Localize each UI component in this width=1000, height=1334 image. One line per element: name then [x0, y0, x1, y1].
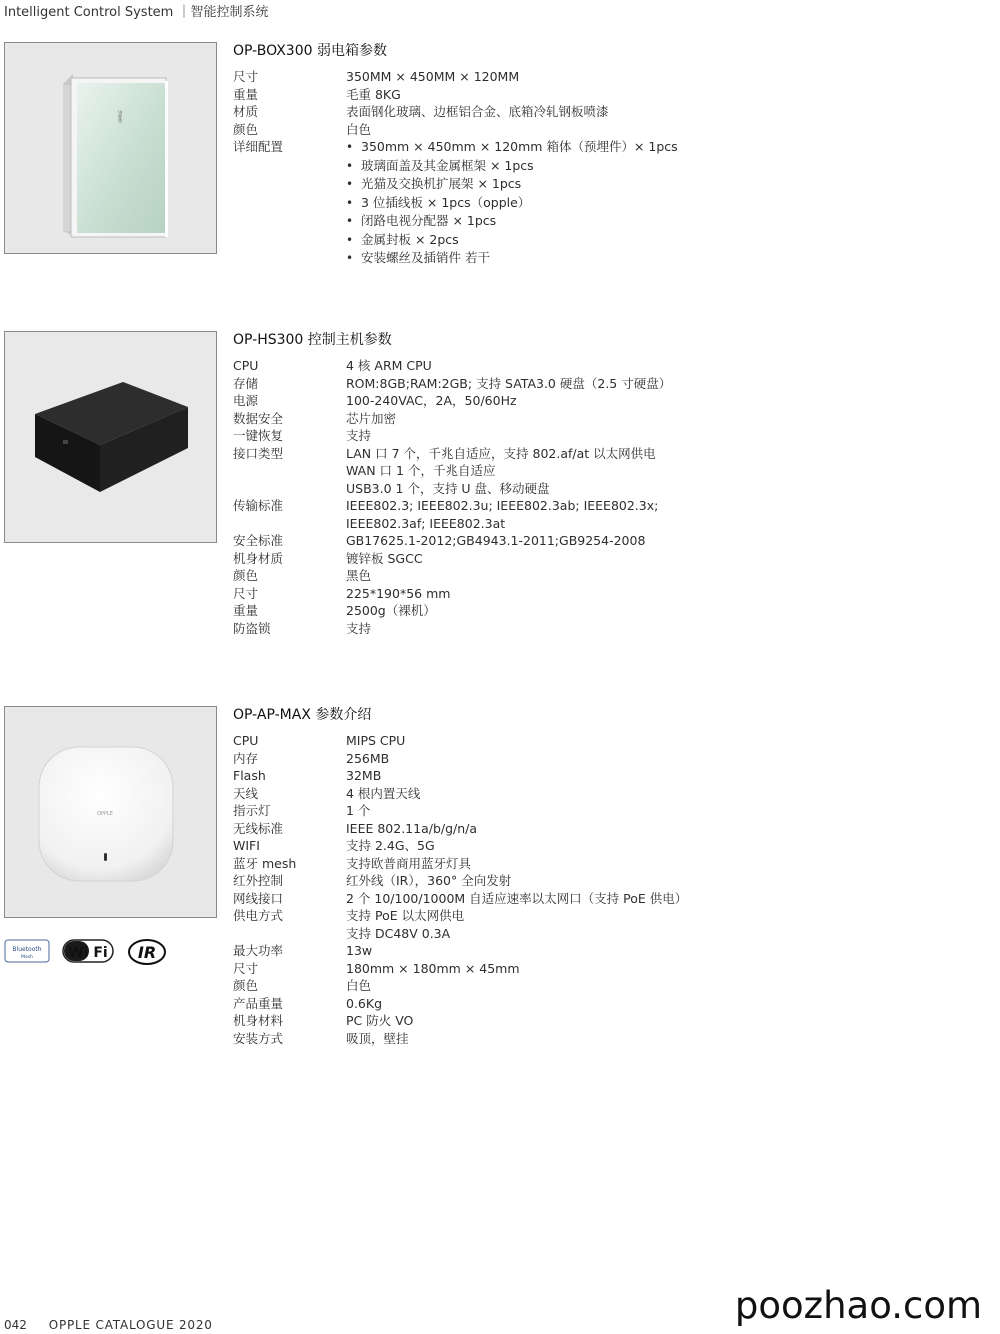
bluetooth-mesh-logo [5, 940, 49, 962]
page-header: Intelligent Control System ｜智能控制系统 [4, 5, 269, 20]
spec-row [233, 1012, 687, 1030]
spec-label: 内存 [233, 750, 259, 766]
spec-row [233, 410, 671, 428]
spec-label: 数据安全 [233, 410, 284, 426]
spec-value: 13w [346, 943, 373, 958]
spec-value: 350MM × 450MM × 120MM [346, 69, 520, 84]
spec-label: CPU [233, 733, 259, 748]
spec-value: 毛重 8KG [346, 86, 401, 102]
spec-label: 存储 [233, 375, 259, 391]
access-point-illustration [5, 707, 216, 917]
spec-label [233, 925, 346, 943]
spec-label: 重量 [233, 603, 259, 618]
spec-value: 白色 [346, 978, 372, 993]
spec-row [233, 68, 678, 86]
page-footer [4, 1318, 213, 1332]
spec-row [233, 462, 671, 480]
spec-label: 颜色 [233, 568, 259, 583]
spec-label: 重量 [233, 86, 259, 102]
spec-label: WIFI [233, 838, 260, 853]
spec-row [233, 550, 671, 568]
spec-row [233, 103, 678, 121]
spec-label: 传输标准 [233, 498, 284, 513]
apmax-product-image [4, 706, 217, 918]
spec-label: 防盗锁 [233, 620, 271, 636]
spec-value: IEEE802.3; IEEE802.3u; IEEE802.3ab; IEEE802.3x; [346, 498, 659, 513]
spec-value: IEEE 802.11a/b/g/n/a [346, 820, 478, 836]
spec-label: 安装方式 [233, 1030, 284, 1046]
spec-value: 4 核 ARM CPU [346, 358, 432, 373]
spec-row [233, 138, 678, 157]
spec-row [233, 750, 687, 768]
spec-label: 机身材料 [233, 1013, 284, 1028]
spec-value: • 玻璃面盖及其金属框架 × 1pcs [346, 157, 534, 176]
spec-value: 支持 2.4G、5G [346, 838, 435, 853]
spec-value: • 3 位插线板 × 1pcs（opple） [346, 194, 530, 213]
spec-label: 无线标准 [233, 820, 284, 836]
spec-row [233, 515, 671, 533]
spec-label: 安全标准 [233, 533, 284, 548]
spec-value: 吸顶，壁挂 [346, 1030, 409, 1046]
spec-label: 尺寸 [233, 960, 259, 976]
spec-value: 支持 DC48V 0.3A [346, 925, 451, 941]
spec-label: 指示灯 [233, 803, 271, 818]
spec-value: 白色 [346, 121, 372, 137]
spec-label: 红外控制 [233, 873, 284, 888]
spec-value: 支持 [346, 428, 372, 443]
spec-value: USB3.0 1 个，支持 U 盘、移动硬盘 [346, 480, 550, 496]
spec-label [233, 515, 346, 533]
spec-row [233, 942, 687, 960]
box300-product-image [4, 42, 217, 254]
spec-row [233, 157, 678, 176]
spec-value: 2500g（裸机） [346, 603, 436, 618]
infrared-logo [129, 940, 165, 964]
spec-label: 最大功率 [233, 943, 284, 958]
spec-row [233, 820, 687, 838]
spec-label: 电源 [233, 393, 259, 408]
spec-value: • 350mm × 450mm × 120mm 箱体（预埋件）× 1pcs [346, 138, 678, 157]
spec-value: • 光猫及交换机扩展架 × 1pcs [346, 175, 521, 194]
spec-value: 镀锌板 SGCC [346, 550, 423, 566]
spec-row [233, 960, 687, 978]
spec-label: 一键恢复 [233, 428, 284, 443]
spec-row [233, 995, 687, 1013]
site-watermark: poozhao.com [734, 1284, 982, 1327]
spec-row [233, 427, 671, 445]
svg-text:Mesh: Mesh [21, 955, 33, 960]
spec-row [233, 567, 671, 585]
spec-label: 材质 [233, 104, 259, 119]
spec-row [233, 86, 678, 104]
spec-row [233, 585, 671, 603]
spec-row [233, 602, 671, 620]
spec-label [233, 462, 346, 480]
spec-row [233, 497, 671, 515]
spec-value: 32MB [346, 768, 382, 783]
spec-row [233, 855, 687, 873]
svg-text:IR: IR [137, 943, 157, 962]
spec-value: 红外线（IR），360° 全向发射 [346, 873, 512, 888]
svg-text:OPPLE: OPPLE [118, 110, 123, 123]
wifi-logo [63, 940, 113, 962]
spec-row [233, 375, 671, 393]
spec-row [233, 907, 687, 925]
spec-label [233, 157, 346, 176]
spec-value: 支持欧普商用蓝牙灯具 [346, 855, 472, 871]
spec-value: LAN 口 7 个，千兆自适应，支持 802.af/at 以太网供电 [346, 445, 656, 461]
spec-value: 256MB [346, 750, 390, 766]
hs300-title: OP-HS300 控制主机参数 [233, 332, 392, 348]
feature-logos [4, 937, 174, 967]
spec-value: 225*190*56 mm [346, 585, 451, 601]
spec-row [233, 231, 678, 250]
spec-label: 尺寸 [233, 69, 259, 84]
spec-row [233, 977, 687, 995]
page-number: 042 [4, 1318, 27, 1332]
spec-label: 供电方式 [233, 908, 284, 923]
spec-row [233, 445, 671, 463]
hs300-product-image [4, 331, 217, 543]
spec-row [233, 925, 687, 943]
spec-label: 产品重量 [233, 995, 284, 1011]
spec-row [233, 175, 678, 194]
spec-row [233, 194, 678, 213]
control-host-illustration [5, 332, 216, 542]
apmax-spec-table [233, 732, 687, 1047]
spec-value: 4 根内置天线 [346, 785, 421, 801]
spec-label: 蓝牙 mesh [233, 855, 297, 871]
spec-value: ROM:8GB;RAM:2GB; 支持 SATA3.0 硬盘（2.5 寸硬盘） [346, 375, 672, 391]
spec-label: CPU [233, 358, 259, 373]
spec-label: 天线 [233, 785, 259, 801]
spec-value: IEEE802.3af; IEEE802.3at [346, 515, 506, 531]
spec-row [233, 212, 678, 231]
spec-label [233, 249, 346, 268]
spec-value: MIPS CPU [346, 733, 406, 748]
spec-value: 支持 [346, 620, 372, 636]
spec-row [233, 890, 687, 908]
spec-value: 表面钢化玻璃、边框铝合金、底箱冷轧钢板喷漆 [346, 104, 609, 119]
spec-value: 0.6Kg [346, 995, 383, 1011]
spec-value: 100-240VAC，2A，50/60Hz [346, 393, 517, 408]
spec-label [233, 175, 346, 194]
spec-row [233, 392, 671, 410]
spec-row [233, 837, 687, 855]
spec-row [233, 620, 671, 638]
apmax-title: OP-AP-MAX 参数介绍 [233, 707, 372, 723]
spec-row [233, 785, 687, 803]
spec-row [233, 732, 687, 750]
spec-label: 机身材质 [233, 550, 284, 566]
spec-value: • 金属封板 × 2pcs [346, 231, 459, 250]
spec-label [233, 212, 346, 231]
spec-value: 1 个 [346, 803, 371, 818]
spec-label [233, 231, 346, 250]
svg-text:OPPLE: OPPLE [97, 811, 113, 817]
spec-row [233, 1030, 687, 1048]
spec-value: WAN 口 1 个，千兆自适应 [346, 463, 496, 478]
spec-row [233, 249, 678, 268]
spec-row [233, 480, 671, 498]
spec-label [233, 480, 346, 498]
spec-value: 180mm × 180mm × 45mm [346, 960, 520, 976]
spec-label: 接口类型 [233, 445, 284, 461]
box300-title: OP-BOX300 弱电箱参数 [233, 43, 387, 59]
svg-text:Bluetooth: Bluetooth [12, 946, 42, 953]
spec-label: 网线接口 [233, 890, 284, 906]
box300-spec-table [233, 68, 678, 268]
spec-value: • 闭路电视分配器 × 1pcs [346, 212, 496, 231]
weak-current-box-illustration [5, 43, 216, 253]
spec-value: PC 防火 VO [346, 1013, 414, 1028]
spec-row [233, 532, 671, 550]
spec-label: 尺寸 [233, 585, 259, 601]
svg-text:Wi Fi: Wi Fi [68, 945, 108, 961]
spec-value: 黑色 [346, 568, 372, 583]
spec-value: 芯片加密 [346, 410, 397, 426]
spec-row [233, 121, 678, 139]
spec-row [233, 357, 671, 375]
spec-label: 颜色 [233, 978, 259, 993]
spec-label: 详细配置 [233, 139, 284, 154]
hs300-spec-table [233, 357, 671, 637]
spec-row [233, 872, 687, 890]
spec-value: • 安装螺丝及插销件 若干 [346, 249, 490, 268]
catalogue-name: OPPLE CATALOGUE 2020 [48, 1318, 213, 1332]
spec-label [233, 194, 346, 213]
spec-value: 支持 PoE 以太网供电 [346, 908, 465, 923]
spec-value: GB17625.1-2012;GB4943.1-2011;GB9254-2008 [346, 533, 646, 548]
spec-row [233, 802, 687, 820]
spec-label: Flash [233, 768, 266, 783]
spec-label: 颜色 [233, 121, 259, 137]
spec-row [233, 767, 687, 785]
spec-value: 2 个 10/100/1000M 自适应速率以太网口（支持 PoE 供电） [346, 890, 688, 906]
